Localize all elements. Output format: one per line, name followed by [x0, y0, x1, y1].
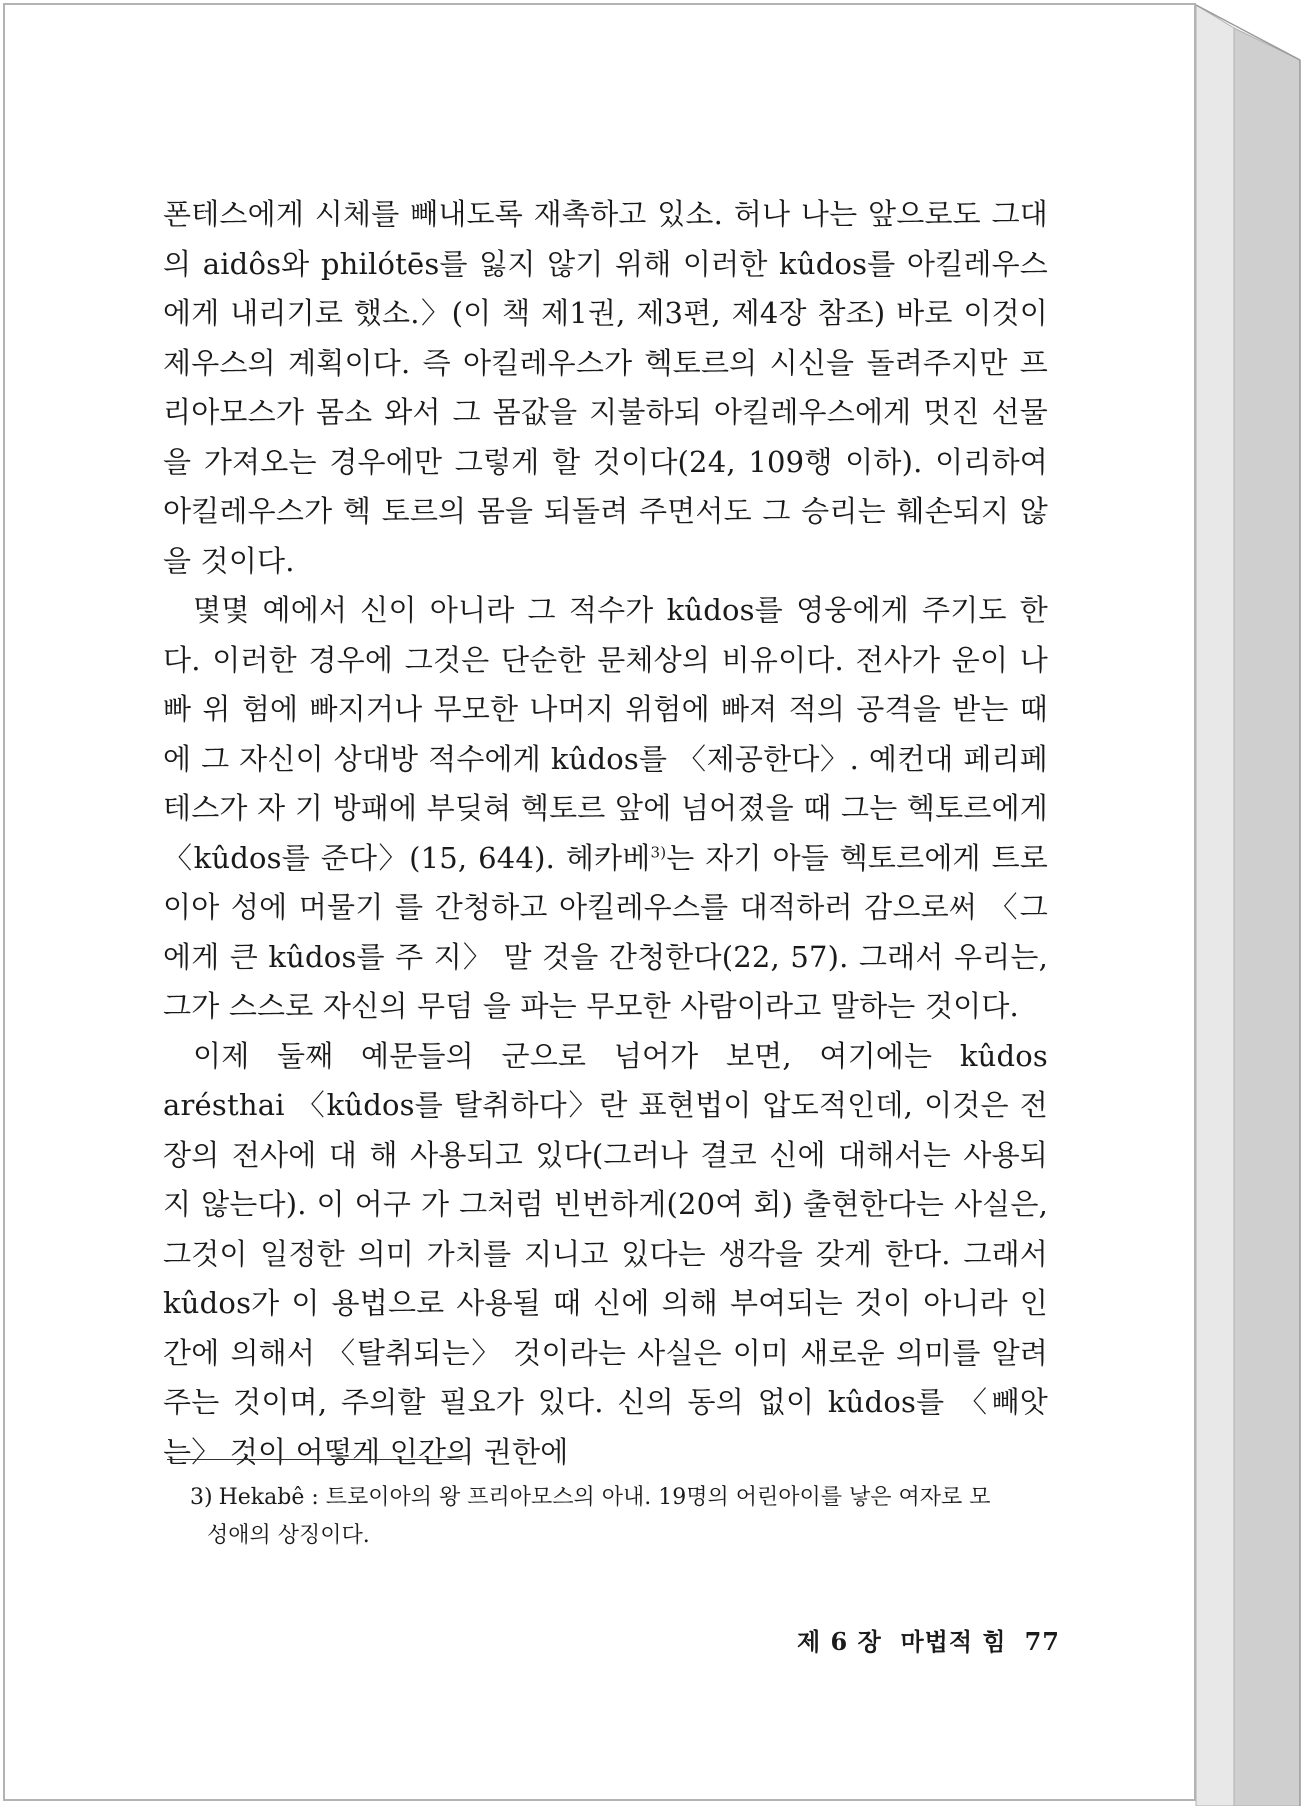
text-line: 험에 빠지거나 무모한 나머지 위험에 빠져 적의 공격을 받는 때에 그 — [163, 692, 1048, 776]
page-footer — [760, 1622, 1060, 1657]
footnote-divider — [167, 1459, 462, 1460]
paragraph-3 — [163, 1032, 1048, 1478]
page-number: 77 — [1024, 1627, 1060, 1656]
text-line: 의 aidôs와 philótēs를 잃지 않기 위해 이러한 kûdos를 아킬레우스에게 — [163, 246, 1048, 330]
text-line: 것이라는 사실은 이미 새로운 의미를 알려 주는 것이며, 주의할 필요가 — [163, 1335, 1048, 1419]
text-line: 가치를 지니고 있다는 생각을 갖게 한다. 그래서 kûdos가 이 용법으로 — [163, 1236, 1048, 1320]
paragraph-2 — [163, 586, 1048, 1032]
text-line: 폰테스에게 시체를 빼내도록 재촉하고 있소. 허나 나는 앞으로도 그대 — [163, 197, 1048, 231]
body-text — [163, 190, 1048, 1477]
text-line: 해 사용되고 있다(그러나 결코 신에 대해서는 사용되지 않는다). 이 어구 — [163, 1137, 1048, 1221]
text-line: 자신이 상대방 적수에게 kûdos를 〈제공한다〉. 예컨대 페리페테스가 자 — [163, 741, 1048, 825]
text-line: 기 방패에 부딪혀 헥토르 앞에 넘어졌을 때 그는 헥토르에게 〈kûdos를 — [163, 791, 1048, 875]
text-line: 지〉 말 것을 간청한다(22, 57). 그래서 우리는, 그가 스스로 자신의 무덤 — [163, 939, 1049, 1023]
footnote-number: 3) — [190, 1485, 213, 1510]
text-line: 준다〉(15, 644). 헤카베 — [320, 840, 651, 875]
text-line: 토르의 몸을 되돌려 주면서도 그 승리는 훼손되지 않을 것이다. — [163, 494, 1048, 578]
text-line: 있다. 신의 동의 없이 kûdos를 〈빼앗는〉 것이 어떻게 인간의 권한에 — [163, 1385, 1048, 1469]
footnote-line: 성애의 상징이다. — [207, 1523, 370, 1548]
text-line: 경우에만 그렇게 할 것이다(24, 109행 이하). 이리하여 아킬레우스가 헥 — [163, 444, 1049, 528]
text-line: 이러한 경우에 그것은 단순한 문체상의 비유이다. 전사가 운이 나빠 위 — [163, 642, 1048, 726]
text-line: 몸소 와서 그 몸값을 지불하되 아킬레우스에게 멋진 선물을 가져오는 — [163, 395, 1048, 479]
text-line: 〈kûdos를 탈취하다〉란 표현법이 압도적인데, 이것은 전장의 전사에 대 — [163, 1088, 1048, 1172]
paragraph-1 — [163, 190, 1048, 586]
text-line: 사용될 때 신에 의해 부여되는 것이 아니라 인간에 의해서 〈탈취되는〉 — [163, 1286, 1049, 1370]
text-line: 몇몇 예에서 신이 아니라 그 적수가 kûdos를 영웅에게 주기도 한다. — [163, 593, 1048, 677]
text-line: 는 자기 아들 헥토르에게 트로이아 성에 머물기 — [163, 840, 1048, 924]
text-line: 계획이다. 즉 아킬레우스가 헥토르의 시신을 돌려주지만 프리아모스가 — [163, 345, 1048, 429]
text-line: 내리기로 했소.〉(이 책 제1권, 제3편, 제4장 참조) 바로 이것이 제우스의 — [163, 296, 1049, 380]
text-line: 를 간청하고 아킬레우스를 대적하러 감으로써 〈그에게 큰 kûdos를 주 — [163, 890, 1048, 974]
chapter-title: 제 6 장 마법적 힘 — [797, 1627, 1007, 1656]
footnote — [190, 1479, 1052, 1555]
text-line: 가 그처럼 빈번하게(20여 회) 출현한다는 사실은, 그것이 일정한 의미 — [163, 1187, 1049, 1271]
footnote-marker: 3) — [650, 842, 667, 861]
text-line: 을 파는 무모한 사람이라고 말하는 것이다. — [482, 989, 1019, 1023]
footnote-line: Hekabê : 트로이아의 왕 프리아모스의 아내. 19명의 어린아이를 낳은 여자로 모 — [218, 1485, 991, 1510]
text-line: 이제 둘째 예문들의 군으로 넘어가 보면, 여기에는 kûdos arésthai — [163, 1038, 1048, 1122]
